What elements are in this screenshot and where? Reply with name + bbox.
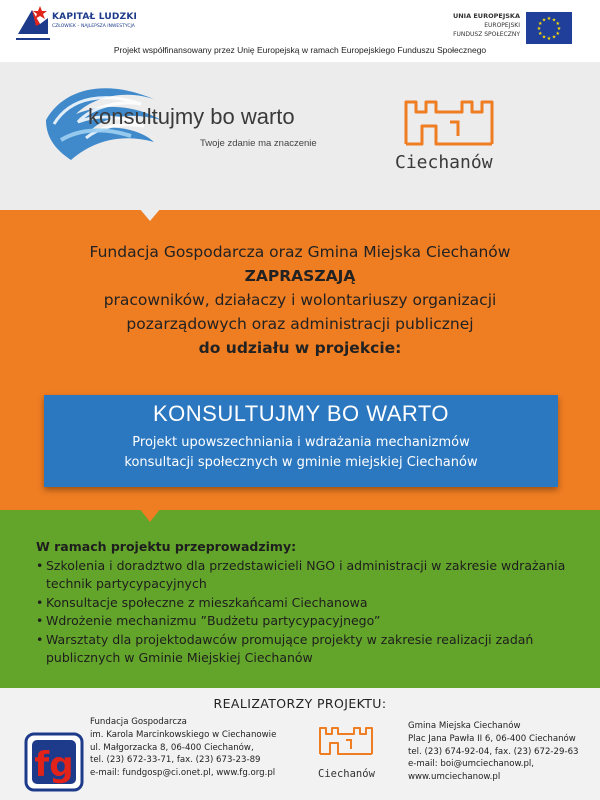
invitation-line-5: do udziału w projekcie: [198, 339, 402, 357]
gmina-line-2: Plac Jana Pawła II 6, 06-400 Ciechanów [408, 733, 576, 744]
invitation-text [0, 240, 600, 360]
fundacja-line-5: e-mail: fundgosp@ci.onet.pl, www.fg.org.pl [90, 768, 276, 779]
fundacja-contact [90, 716, 276, 780]
ciechanow-logo-name: Ciechanów [395, 152, 493, 173]
list-item: • Szkolenia i doradztwo dla przedstawicieli NGO i administracji w zakresie wdrażania technik partycypacyjnych [36, 557, 591, 594]
section-notch [139, 208, 161, 221]
kapital-ludzki-subtitle: CZŁOWIEK – NAJLEPSZA INWESTYCJA [52, 24, 135, 29]
svg-text:★: ★ [556, 26, 562, 32]
svg-text:★: ★ [536, 26, 542, 32]
svg-text:★: ★ [538, 21, 543, 27]
svg-text:★: ★ [551, 17, 557, 24]
svg-text:★: ★ [555, 31, 560, 37]
list-item: • Konsultacje społeczne z mieszkańcami Ciechanowa [36, 594, 591, 613]
konsultujmy-logo-title: konsultujmy bo warto [88, 104, 295, 129]
fg-logo-text: fg [34, 745, 74, 785]
project-subtitle-line-1: Projekt upowszechniania i wdrażania mechanizmów [132, 435, 470, 450]
top-logo-bar [0, 0, 600, 62]
svg-text:★: ★ [541, 17, 547, 24]
invitation-line-3: pracowników, działaczy i wolontariuszy organizacji [103, 291, 497, 309]
fundacja-gospodarcza-logo [24, 732, 84, 792]
footer-realizers [0, 688, 600, 800]
realizers-title: REALIZATORZY PROJEKTU: [213, 696, 387, 711]
fundacja-line-3: ul. Małgorzacka 8, 06-400 Ciechanów, [90, 742, 254, 753]
eu-label-line2: EUROPEJSKI [484, 22, 520, 29]
svg-text:★: ★ [541, 34, 547, 41]
ciechanow-logo-name-small: Ciechanów [318, 768, 375, 780]
gmina-line-3: tel. (23) 674-92-04, fax. (23) 672-29-63 [408, 746, 579, 757]
gmina-line-4: e-mail: boi@umciechanow.pl, [408, 759, 535, 770]
project-subtitle [44, 433, 558, 473]
eu-flag-icon [526, 12, 572, 44]
project-subtitle-line-2: konsultacji społecznych w gminie miejskiej Ciechanów [124, 455, 478, 470]
list-item: • Warsztaty dla projektodawców promujące projekty w zakresie realizacji zadań publicznych w Gminie Miejskiej Ciechanów [36, 631, 591, 668]
svg-text:★: ★ [546, 16, 552, 22]
invitation-line-2: ZAPRASZAJĄ [244, 267, 356, 285]
activities-heading: W ramach projektu przeprowadzimy: [36, 539, 297, 554]
section-notch-green [139, 508, 161, 522]
konsultujmy-logo-tagline: Twoje zdanie ma znaczenie [200, 138, 317, 149]
svg-text:★: ★ [551, 34, 557, 41]
gmina-contact [408, 720, 579, 784]
eu-label-line3: FUNDUSZ SPOŁECZNY [453, 31, 520, 38]
invitation-line-4: pozarządowych oraz administracji publicznej [126, 315, 474, 333]
fundacja-line-2: im. Karola Marcinkowskiego w Ciechanowie [90, 729, 277, 740]
list-item: • Wdrożenie mechanizmu ”Budżetu partycypacyjnego” [36, 612, 591, 631]
svg-text:★: ★ [546, 36, 552, 42]
fundacja-line-1: Fundacja Gospodarcza [90, 717, 187, 727]
project-title-box [44, 395, 558, 487]
svg-text:★: ★ [538, 31, 543, 37]
invitation-line-1: Fundacja Gospodarcza oraz Gmina Miejska Ciechanów [89, 243, 511, 261]
activities-list [36, 557, 591, 668]
svg-text:★: ★ [555, 21, 560, 27]
gmina-line-5: www.umciechanow.pl [408, 772, 501, 783]
gmina-line-1: Gmina Miejska Ciechanów [408, 721, 521, 731]
eu-label-line1: UNIA EUROPEJSKA [452, 12, 520, 20]
kapital-ludzki-title: KAPITAŁ LUDZKI [52, 12, 138, 22]
activities-list-block [36, 538, 591, 668]
project-title: KONSULTUJMY BO WARTO [152, 401, 450, 426]
fundacja-line-4: tel. (23) 672-33-71, fax. (23) 673-23-89 [90, 755, 261, 766]
cofinancing-note: Projekt współfinansowany przez Unię Europejską w ramach Europejskiego Funduszu Społecznego [113, 45, 487, 55]
eu-label [453, 12, 520, 39]
